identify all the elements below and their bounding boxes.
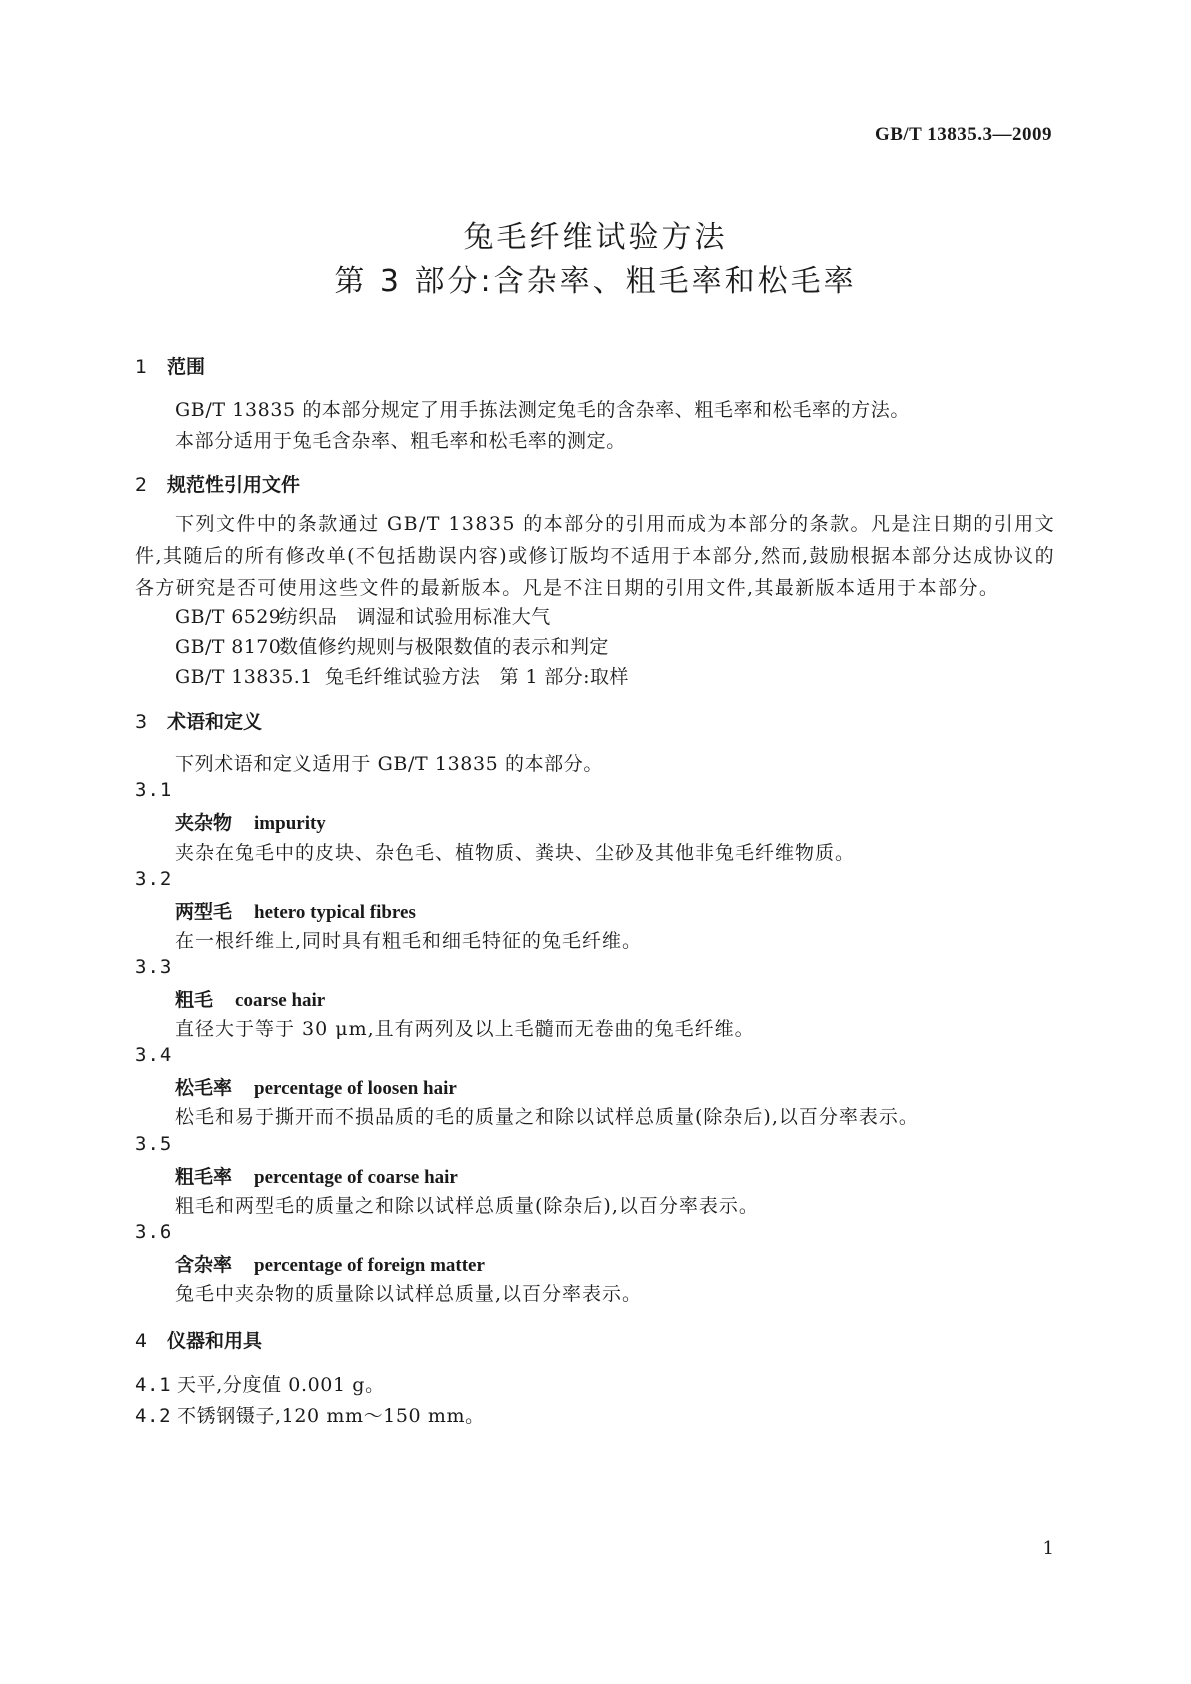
term-number: 3.1 xyxy=(135,779,173,801)
standard-number: GB/T 13835.3—2009 xyxy=(874,124,1052,145)
term-number: 3.2 xyxy=(135,868,173,890)
reference-code: GB/T 13835.1 xyxy=(175,666,313,688)
term-zh: 松毛率 xyxy=(175,1077,233,1099)
term-heading xyxy=(175,1162,458,1189)
paragraph: 本部分适用于兔毛含杂率、粗毛率和松毛率的测定。 xyxy=(175,430,626,452)
term-definition: 夹杂在兔毛中的皮块、杂色毛、植物质、粪块、尘砂及其他非兔毛纤维物质。 xyxy=(175,842,856,864)
reference-item xyxy=(175,632,609,659)
term-definition: 粗毛和两型毛的质量之和除以试样总质量(除杂后),以百分率表示。 xyxy=(175,1195,759,1217)
term-zh: 粗毛率 xyxy=(175,1166,233,1188)
reference-title: 兔毛纤维试验方法 第 1 部分:取样 xyxy=(325,666,629,688)
term-zh: 含杂率 xyxy=(175,1254,233,1276)
section-title: 仪器和用具 xyxy=(167,1330,263,1352)
term-heading xyxy=(175,985,325,1012)
term-zh: 粗毛 xyxy=(175,989,214,1011)
item-text: 天平,分度值 0.001 g。 xyxy=(177,1374,385,1396)
term-en: impurity xyxy=(254,813,326,834)
equipment-item xyxy=(135,1401,485,1428)
term-number: 3.3 xyxy=(135,956,173,978)
term-en: coarse hair xyxy=(235,990,326,1011)
section-4-heading xyxy=(135,1326,262,1353)
paragraph: 下列术语和定义适用于 GB/T 13835 的本部分。 xyxy=(175,753,603,775)
section-number: 3 xyxy=(135,711,148,733)
term-heading xyxy=(175,897,416,924)
term-zh: 两型毛 xyxy=(175,901,233,923)
equipment-item xyxy=(135,1370,385,1397)
reference-item xyxy=(175,662,629,689)
reference-title: 数值修约规则与极限数值的表示和判定 xyxy=(279,636,609,658)
section-title: 术语和定义 xyxy=(167,711,263,733)
section-number: 2 xyxy=(135,474,148,496)
item-number: 4.2 xyxy=(135,1405,172,1427)
document-subtitle: 第 3 部分:含杂率、粗毛率和松毛率 xyxy=(334,264,857,299)
item-number: 4.1 xyxy=(135,1374,172,1396)
term-heading xyxy=(175,1073,457,1100)
section-title: 范围 xyxy=(167,356,206,378)
paragraph: GB/T 13835 的本部分规定了用手拣法测定兔毛的含杂率、粗毛率和松毛率的方法。 xyxy=(175,399,910,421)
reference-item xyxy=(175,602,551,629)
page-number: 1 xyxy=(1042,1538,1054,1559)
term-definition: 兔毛中夹杂物的质量除以试样总质量,以百分率表示。 xyxy=(175,1283,643,1305)
section-3-heading xyxy=(135,707,262,734)
section-title: 规范性引用文件 xyxy=(167,474,301,496)
term-en: hetero typical fibres xyxy=(254,902,416,923)
term-definition: 在一根纤维上,同时具有粗毛和细毛特征的兔毛纤维。 xyxy=(175,930,643,952)
term-en: percentage of loosen hair xyxy=(254,1078,457,1099)
term-en: percentage of foreign matter xyxy=(254,1255,485,1276)
term-en: percentage of coarse hair xyxy=(254,1167,458,1188)
reference-code: GB/T 6529 xyxy=(175,606,282,628)
term-number: 3.4 xyxy=(135,1044,173,1066)
term-heading xyxy=(175,808,326,835)
term-definition: 直径大于等于 30 μm,且有两列及以上毛髓而无卷曲的兔毛纤维。 xyxy=(175,1018,755,1040)
term-zh: 夹杂物 xyxy=(175,812,233,834)
section-number: 1 xyxy=(135,356,148,378)
term-definition: 松毛和易于撕开而不损品质的毛的质量之和除以试样总质量(除杂后),以百分率表示。 xyxy=(175,1106,919,1128)
term-number: 3.6 xyxy=(135,1221,173,1243)
normative-references-paragraph xyxy=(135,508,1055,604)
term-number: 3.5 xyxy=(135,1133,173,1155)
reference-code: GB/T 8170 xyxy=(175,636,282,658)
paragraph-text: 下列文件中的条款通过 GB/T 13835 的本部分的引用而成为本部分的条款。凡是注日期的引用文件,其随后的所有修改单(不包括勘误内容)或修订版均不适用于本部分,然而,鼓励根据本部分达成协议的各方研究是否可使用这些文件的最新版本。凡是不注日期的引用文件,其最新版本适用于本部分。 xyxy=(135,513,1055,599)
section-1-heading xyxy=(135,352,205,379)
document-title: 兔毛纤维试验方法 xyxy=(463,220,728,255)
term-heading xyxy=(175,1250,485,1277)
section-2-heading xyxy=(135,470,300,497)
section-number: 4 xyxy=(135,1330,148,1352)
reference-title: 纺织品 调湿和试验用标准大气 xyxy=(279,606,551,628)
item-text: 不锈钢镊子,120 mm～150 mm。 xyxy=(177,1405,485,1427)
